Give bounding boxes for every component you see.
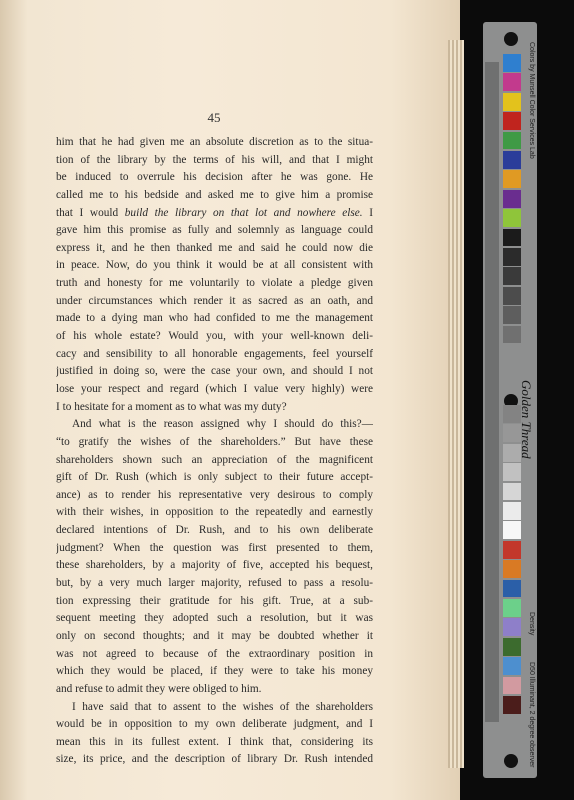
text-line: I have said that to assent to the wishes of the shareholders <box>72 700 373 713</box>
color-swatch <box>503 170 521 188</box>
text-line: truth and honesty for me voluntarily to violate a pledge given <box>56 277 373 290</box>
target-hole-top <box>504 32 518 46</box>
text-line: be induced to overrule his decision after he was gone. He <box>56 171 373 184</box>
text-line: size, its price, and the description of library Dr. Rush intended <box>56 753 373 766</box>
text-line: And what is the reason assigned why I should do this?— <box>72 418 373 431</box>
color-swatch <box>503 580 521 598</box>
color-swatch <box>503 190 521 208</box>
color-swatch <box>503 618 521 636</box>
text-line: justified in doing so, were the case your own, and should I not <box>56 365 373 378</box>
color-swatch <box>503 638 521 656</box>
color-swatch <box>503 306 521 324</box>
color-swatch <box>503 287 521 305</box>
target-density-strip <box>485 62 499 722</box>
text-line: gave him this promise as fully and solemnly as language could <box>56 224 373 237</box>
target-density-label: Density <box>528 612 535 636</box>
text-line: tion of the library by the terms of his will, and that I might <box>56 153 373 166</box>
text-line: but, by a very much larger majority, refused to pass a resolu- <box>56 577 373 590</box>
color-swatch <box>503 132 521 150</box>
golden-thread-label: Golden Thread <box>519 380 534 459</box>
text-line: sequent meeting they adopted such a resolution, but it was <box>56 612 373 625</box>
text-line: mean this in its fullest extent. I think that, considering its <box>56 735 373 748</box>
text-line: judgment? When the question was first presented to them, <box>56 541 373 554</box>
color-swatch <box>503 112 521 130</box>
color-swatch <box>503 326 521 344</box>
text-line: which they would be placed, if they were to take his money <box>56 665 373 678</box>
color-swatch <box>503 267 521 285</box>
text-line: and refuse to admit they were obliged to him. <box>56 682 262 695</box>
text-line: gift of Dr. Rush (which is only subject to their future accept- <box>56 471 373 484</box>
color-swatch <box>503 483 521 501</box>
color-swatch <box>503 677 521 695</box>
color-swatch <box>503 209 521 227</box>
text-line: made to a dying man who had confided to me the management <box>56 312 373 325</box>
text-line: tion expressing their gratitude for his gift. True, at a sub- <box>56 594 373 607</box>
color-swatch <box>503 463 521 481</box>
color-swatch <box>503 657 521 675</box>
text-line: only on second thoughts; and it may be doubted whether it <box>56 629 373 642</box>
text-line: I to hesitate for a moment as to what was my duty? <box>56 400 287 413</box>
text-line: of his whole estate? Would you, with your well-known deli- <box>56 330 373 343</box>
color-swatch <box>503 151 521 169</box>
color-swatch <box>503 502 521 520</box>
text-line: these shareholders, by a majority of five, accepted his bequest, <box>56 559 373 572</box>
color-swatch <box>503 696 521 714</box>
text-line: would be in opposition to my own deliberate judgment, and I <box>56 718 373 731</box>
color-swatch <box>503 93 521 111</box>
page-edge-stack <box>448 40 464 768</box>
text-line: with their wishes, in opposition to the repeatedly and earnestly <box>56 506 373 519</box>
text-line: cacy and sensibility to all honorable engagements, feel yourself <box>56 347 373 360</box>
text-line: in peace. Now, do you think it would be at all consistent with <box>56 259 373 272</box>
text-line: that I would build the library on that lot and nowhere else. I <box>56 206 373 219</box>
target-title: Colors by Munsell Color Services Lab <box>528 42 535 159</box>
target-hole-bottom <box>504 754 518 768</box>
text-line: under circumstances which render it as sacred as an oath, and <box>56 294 373 307</box>
text-line: declared intentions of Dr. Rush, and to his own deliberate <box>56 524 373 537</box>
text-line: “to gratify the wishes of the shareholders.” But have these <box>56 435 373 448</box>
target-footer: D50 Illuminant, 2 degree observer <box>528 662 535 768</box>
text-line: him that he had given me an absolute discretion as to the situa- <box>56 136 373 148</box>
text-line: called me to his bedside and asked me to give him a promise <box>56 188 373 201</box>
page-body-text <box>56 134 373 769</box>
text-line: was not agreed to because of the extraordinary position in <box>56 647 373 660</box>
text-line: lose your respect and regard (which I value very highly) were <box>56 382 373 395</box>
text-line: express it, and he then thanked me and said he could now die <box>56 241 373 254</box>
color-swatch <box>503 248 521 266</box>
text-line: shareholders shown such an appreciation of the magnificent <box>56 453 373 466</box>
color-swatch <box>503 54 521 72</box>
text-line: ance) as to render his representative very desirous to comply <box>56 488 373 501</box>
color-swatch <box>503 521 521 539</box>
color-swatch <box>503 560 521 578</box>
page-number: 45 <box>207 110 221 125</box>
color-swatch <box>503 229 521 247</box>
color-swatch <box>503 541 521 559</box>
color-swatch <box>503 73 521 91</box>
color-swatch <box>503 599 521 617</box>
